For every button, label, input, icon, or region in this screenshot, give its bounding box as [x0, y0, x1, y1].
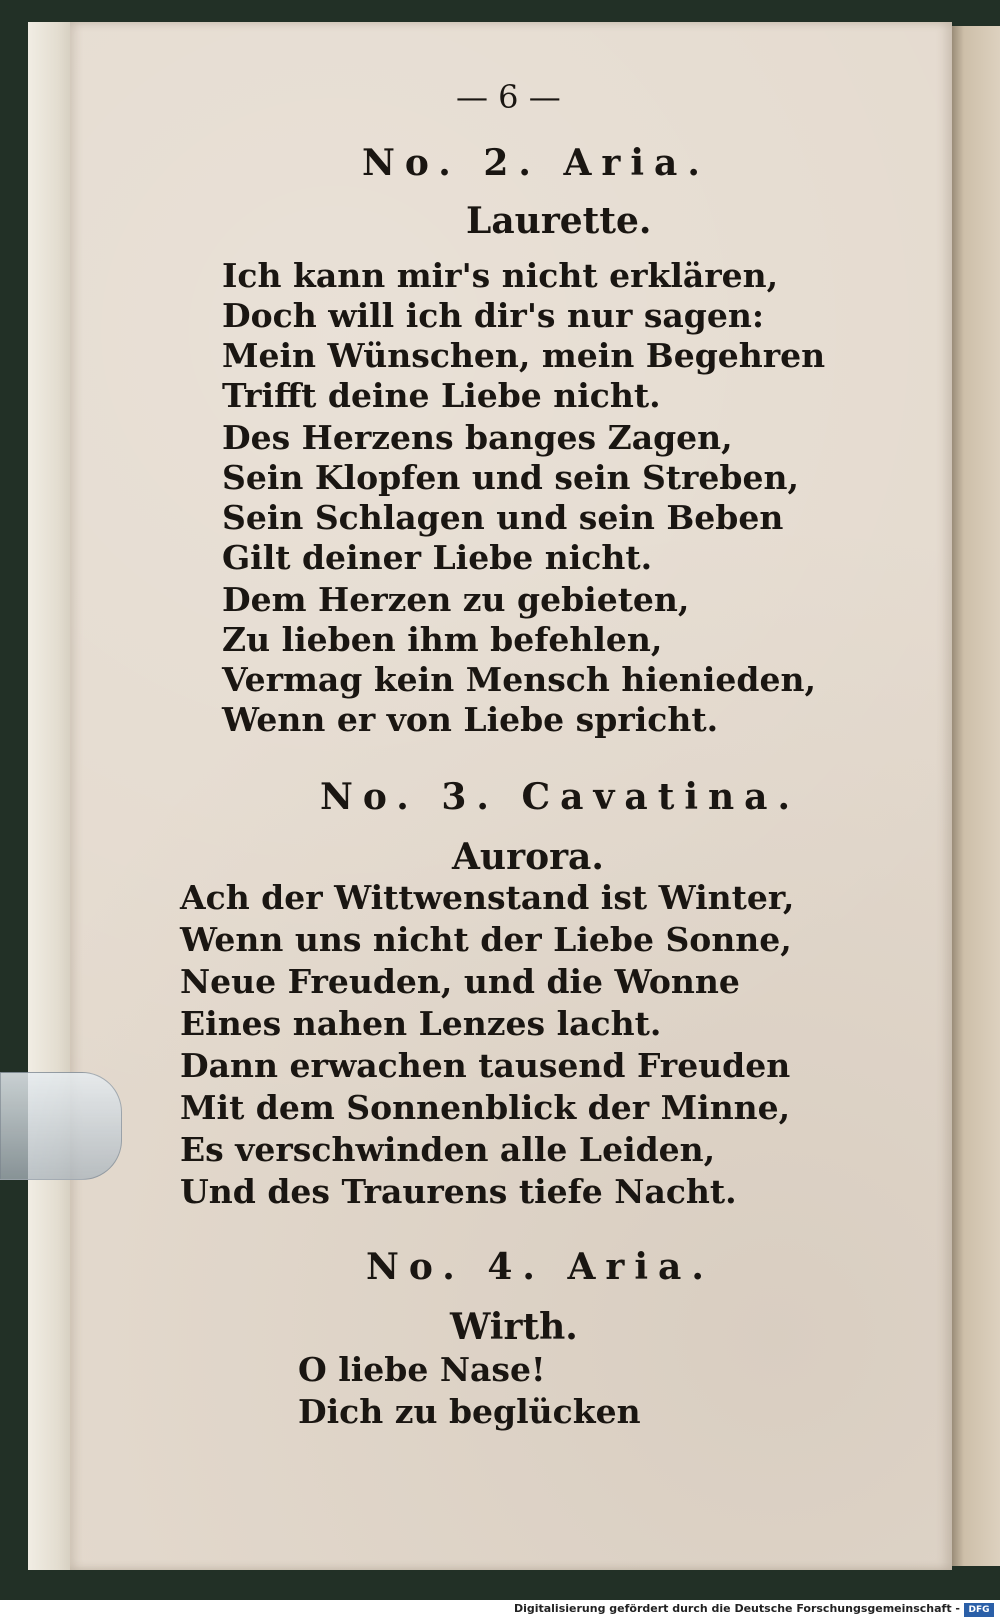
verse-line: Mit dem Sonnenblick der Minne, [180, 1088, 791, 1127]
verse-line: Eines nahen Lenzes lacht. [180, 1004, 662, 1043]
dfg-logo-icon: DFG [964, 1603, 994, 1617]
section-role: Wirth. [450, 1306, 578, 1348]
verse-line: Es verschwinden alle Leiden, [180, 1130, 716, 1169]
verse-line: Ich kann mir's nicht erklären, [222, 256, 779, 295]
verse-line: Dich zu beglücken [298, 1392, 641, 1431]
verse-line: Gilt deiner Liebe nicht. [222, 538, 653, 577]
verse-line: Und des Traurens tiefe Nacht. [180, 1172, 737, 1211]
verse-line: Dem Herzen zu gebieten, [222, 580, 690, 619]
section-heading: No. 3. Cavatina. [320, 776, 801, 818]
verse-line: Sein Klopfen und sein Streben, [222, 458, 799, 497]
verse-line: Zu lieben ihm befehlen, [222, 620, 663, 659]
page-number: — 6 — [456, 78, 561, 116]
section-role: Aurora. [452, 836, 604, 878]
footer-credit: Digitalisierung gefördert durch die Deutsche Forschungsgemeinschaft - [513, 1602, 960, 1615]
next-page-edge [952, 26, 1000, 1566]
section-role: Laurette. [466, 200, 652, 242]
verse-line: Dann erwachen tausend Freuden [180, 1046, 791, 1085]
verse-line: Mein Wünschen, mein Begehren [222, 336, 826, 375]
verse-line: Neue Freuden, und die Wonne [180, 962, 740, 1001]
verse-line: Ach der Wittwenstand ist Winter, [180, 878, 795, 917]
section-heading: No. 2. Aria. [362, 142, 710, 184]
verse-line: Sein Schlagen und sein Beben [222, 498, 784, 537]
verse-line: Wenn er von Liebe spricht. [222, 700, 719, 739]
verse-line: Wenn uns nicht der Liebe Sonne, [180, 920, 792, 959]
section-heading: No. 4. Aria. [366, 1246, 714, 1288]
verse-line: Des Herzens banges Zagen, [222, 418, 733, 457]
book-clip [0, 1072, 122, 1180]
verse-line: Trifft deine Liebe nicht. [222, 376, 661, 415]
footer-bar [0, 1600, 1000, 1620]
verse-line: Doch will ich dir's nur sagen: [222, 296, 765, 335]
verse-line: Vermag kein Mensch hienieden, [222, 660, 816, 699]
verse-line: O liebe Nase! [298, 1350, 546, 1389]
